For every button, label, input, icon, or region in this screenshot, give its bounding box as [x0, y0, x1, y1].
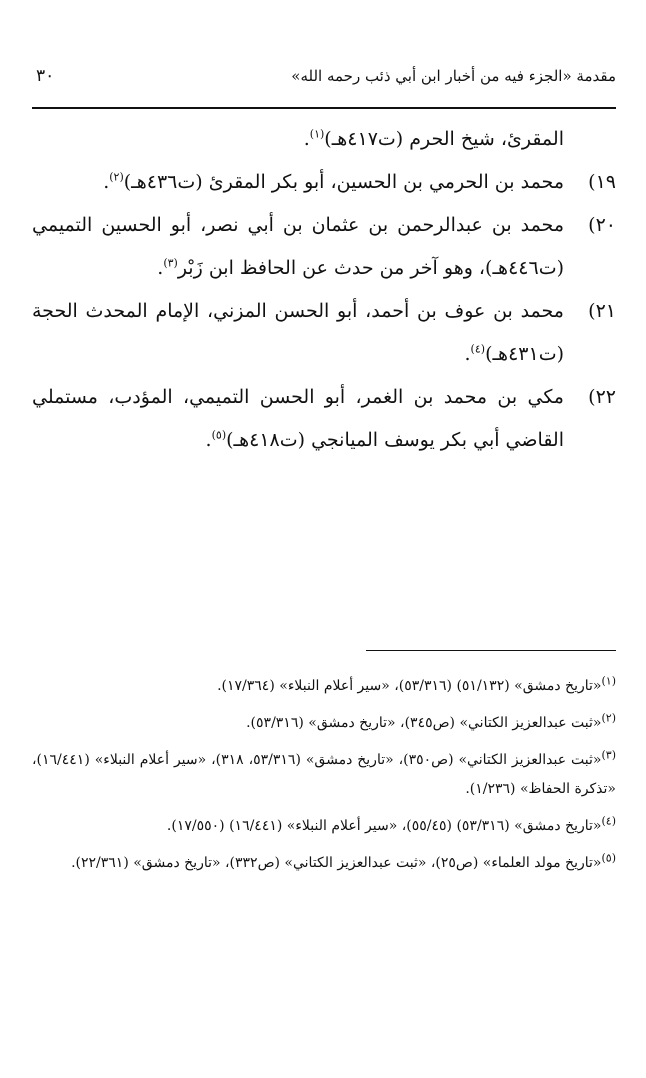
- footnote-ref: (٣): [163, 256, 178, 270]
- footnote-text: «تاريخ مولد العلماء» (ص٢٥)، «ثبت عبدالعزيز الكتاني» (ص٣٣٢)، «تاريخ دمشق» (٢٢/٣٦١).: [71, 855, 602, 871]
- entry-content: محمد بن عبدالرحمن بن عثمان بن أبي نصر، أبو الحسين التميمي (ت٤٤٦هـ)، وهو آخر من حدث عن الحافظ ابن زَبْر: [32, 214, 564, 279]
- footnote-marker: (٥): [601, 851, 616, 865]
- footnote-marker: (٤): [601, 814, 616, 828]
- footnote: [32, 709, 616, 738]
- entry-text: محمد بن عوف بن أحمد، أبو الحسن المزني، الإمام المحدث الحجة (ت٤٣١هـ)$^{(٤)}$.: [32, 300, 564, 365]
- entry-number: ١٩): [588, 171, 616, 193]
- entry-number: ٢١): [588, 300, 616, 322]
- list-item: [32, 376, 616, 462]
- footnote: [32, 812, 616, 841]
- entry-text: مكي بن محمد بن الغمر، أبو الحسن التميمي، المؤدب، مستملي القاضي أبي بكر يوسف الميانجي (ت٤١٨هـ)$^{(٥)}$.: [32, 386, 564, 451]
- entry-content: مكي بن محمد بن الغمر، أبو الحسن التميمي، المؤدب، مستملي القاضي أبي بكر يوسف الميانجي (ت٤١٨هـ): [32, 386, 564, 451]
- footnote-ref: (١): [309, 127, 325, 141]
- footnote-text: «ثبت عبدالعزيز الكتاني» (ص٣٥٠)، «تاريخ دمشق» (٥٣/٣١٦، ٣١٨)، «سير أعلام النبلاء» (١٦/٤٤١)، «تذكرة الحفاظ» (١/٢٣٦).: [32, 752, 616, 797]
- entry-content: محمد بن الحرمي بن الحسين، أبو بكر المقرئ (ت٤٣٦هـ): [123, 171, 564, 193]
- main-text: [32, 118, 616, 462]
- entry-text: محمد بن الحرمي بن الحسين، أبو بكر المقرئ (ت٤٣٦هـ)$^{(٢)}$.: [103, 170, 564, 193]
- entry-number: ٢٢): [588, 386, 616, 408]
- running-title: مقدمة «الجزء فيه من أخبار ابن أبي ذئب رحمه الله»: [291, 67, 616, 85]
- footnote: [32, 746, 616, 804]
- footnote-ref: (٥): [211, 428, 227, 442]
- entry-text: محمد بن عبدالرحمن بن عثمان بن أبي نصر، أبو الحسين التميمي (ت٤٤٦هـ)، وهو آخر من حدث عن الحافظ ابن زَبْر$^{(٣)}$.: [32, 214, 564, 279]
- footnote: [32, 672, 616, 701]
- footnote-marker: (١): [601, 674, 616, 688]
- footnote-text: «تاريخ دمشق» (٥٣/٣١٦) (٥٥/٤٥)، «سير أعلام النبلاء» (١٦/٤٤١) (١٧/٥٥٠).: [166, 818, 602, 834]
- footnotes: [32, 672, 616, 886]
- continuation-line: المقرئ، شيخ الحرم (ت٤١٧هـ)$^{(١)}$.: [303, 127, 564, 150]
- footnote-text: «تاريخ دمشق» (٥١/١٣٢) (٥٣/٣١٦)، «سير أعلام النبلاء» (١٧/٣٦٤).: [217, 678, 602, 694]
- footnote-marker: (٢): [601, 711, 616, 725]
- header-rule: [32, 107, 616, 109]
- page-number: ٣٠: [36, 66, 55, 86]
- list-item: [32, 290, 616, 376]
- footnote: [32, 849, 616, 878]
- page-header: [32, 60, 616, 92]
- footnote-ref: (٢): [109, 170, 124, 184]
- continuation-text: المقرئ، شيخ الحرم (ت٤١٧هـ): [324, 128, 564, 150]
- footnote-text: «ثبت عبدالعزيز الكتاني» (ص٣٤٥)، «تاريخ دمشق» (٥٣/٣١٦).: [246, 715, 602, 731]
- entry-number: ٢٠): [588, 214, 616, 236]
- entry-content: محمد بن عوف بن أحمد، أبو الحسن المزني، الإمام المحدث الحجة (ت٤٣١هـ): [32, 300, 564, 365]
- list-item: [32, 161, 616, 204]
- footnote-ref: (٤): [470, 342, 486, 356]
- list-item: [32, 204, 616, 290]
- footnote-marker: (٣): [601, 748, 616, 762]
- footnote-separator: [366, 650, 616, 651]
